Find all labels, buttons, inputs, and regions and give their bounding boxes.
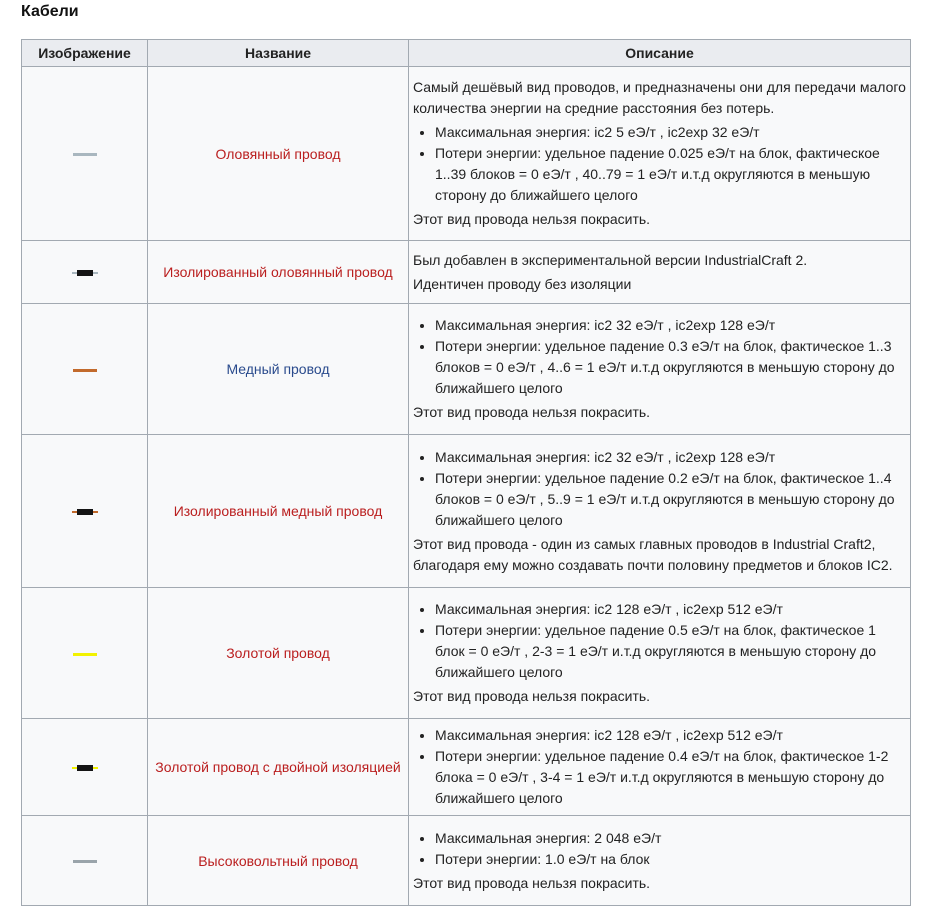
tin-wire-icon[interactable] bbox=[73, 153, 97, 156]
table-row bbox=[22, 719, 911, 816]
wire-name-link[interactable]: Медный провод bbox=[226, 361, 330, 377]
description-paragraph: Самый дешёвый вид проводов, и предназначены они для передачи малого количества энергии на средние расстояния без потерь. bbox=[413, 79, 906, 116]
property-list bbox=[413, 599, 906, 683]
description-cell bbox=[409, 304, 911, 435]
section-title: Кабели bbox=[21, 3, 79, 20]
image-cell bbox=[22, 588, 148, 719]
description-note: Этот вид провода нельзя покрасить. bbox=[413, 688, 651, 704]
property-item: • Максимальная энергия: ic2 5 еЭ/т , ic2exp 32 еЭ/т bbox=[435, 122, 906, 143]
table-header-row bbox=[22, 40, 911, 67]
copper-wire-icon[interactable] bbox=[73, 369, 97, 372]
table-row bbox=[22, 304, 911, 435]
property-item: • Потери энергии: удельное падение 0.3 еЭ/т на блок, фактическое 1..3 блоков = 0 еЭ/т , 4..6 = 1 еЭ/т и.т.д округляются в меньшую сторону до ближайшего целого bbox=[435, 336, 906, 399]
property-item: • Максимальная энергия: 2 048 еЭ/т bbox=[435, 828, 906, 849]
property-list bbox=[413, 122, 906, 206]
description-note: Этот вид провода нельзя покрасить. bbox=[413, 874, 651, 891]
header-name: Название bbox=[148, 40, 409, 67]
image-cell bbox=[22, 435, 148, 588]
property-item: • Максимальная энергия: ic2 128 еЭ/т , ic2exp 512 еЭ/т bbox=[435, 599, 906, 620]
property-list bbox=[413, 447, 906, 531]
double-insulated-gold-wire-icon[interactable] bbox=[72, 765, 98, 771]
description-paragraph: Идентичен проводу без изоляции bbox=[413, 275, 632, 292]
property-item: • Максимальная энергия: ic2 32 еЭ/т , ic2exp 128 еЭ/т bbox=[435, 315, 906, 336]
property-item: • Максимальная энергия: ic2 32 еЭ/т , ic2exp 128 еЭ/т bbox=[435, 447, 906, 468]
name-cell bbox=[148, 435, 409, 588]
image-cell bbox=[22, 241, 148, 304]
description-cell bbox=[409, 67, 911, 241]
description-cell bbox=[409, 435, 911, 588]
image-cell bbox=[22, 304, 148, 435]
table-body bbox=[22, 67, 911, 906]
property-item: • Потери энергии: удельное падение 0.4 еЭ/т на блок, фактическое 1-2 блока = 0 еЭ/т , 3-4 = 1 еЭ/т и.т.д округляются в меньшую сторону до ближайшего целого bbox=[435, 746, 906, 809]
description-cell bbox=[409, 719, 911, 816]
name-cell bbox=[148, 304, 409, 435]
cables-table bbox=[21, 39, 911, 906]
table-row bbox=[22, 67, 911, 241]
name-cell bbox=[148, 241, 409, 304]
property-list bbox=[413, 725, 906, 809]
property-item: • Потери энергии: 1.0 еЭ/т на блок bbox=[435, 849, 906, 870]
property-list bbox=[413, 828, 906, 870]
insulated-tin-wire-icon[interactable] bbox=[72, 270, 98, 276]
description-cell bbox=[409, 241, 911, 304]
name-cell bbox=[148, 816, 409, 906]
name-cell bbox=[148, 719, 409, 816]
wire-name-link[interactable]: Золотой провод с двойной изоляцией bbox=[155, 759, 401, 775]
property-item: • Потери энергии: удельное падение 0.5 еЭ/т на блок, фактическое 1 блок = 0 еЭ/т , 2-3 = 1 еЭ/т и.т.д округляются в меньшую сторону до ближайшего целого bbox=[435, 620, 906, 683]
image-cell bbox=[22, 816, 148, 906]
wire-name-link[interactable]: Высоковольтный провод bbox=[198, 852, 358, 869]
description-paragraph: Был добавлен в экспериментальной версии IndustrialCraft 2. bbox=[413, 251, 808, 268]
name-cell bbox=[148, 67, 409, 241]
description-cell bbox=[409, 816, 911, 906]
gold-wire-icon[interactable] bbox=[73, 653, 97, 656]
property-list bbox=[413, 315, 906, 399]
table-row bbox=[22, 816, 911, 906]
header-image: Изображение bbox=[22, 40, 148, 67]
insulated-copper-wire-icon[interactable] bbox=[72, 509, 98, 515]
name-cell bbox=[148, 588, 409, 719]
table-row bbox=[22, 588, 911, 719]
property-item: • Потери энергии: удельное падение 0.2 еЭ/т на блок, фактическое 1..4 блоков = 0 еЭ/т , 5..9 = 1 еЭ/т и.т.д округляются в меньшую сторону до ближайшего целого bbox=[435, 468, 906, 531]
image-cell bbox=[22, 719, 148, 816]
table-row bbox=[22, 241, 911, 304]
wire-name-link[interactable]: Изолированный медный провод bbox=[173, 503, 383, 519]
property-item: • Максимальная энергия: ic2 128 еЭ/т , ic2exp 512 еЭ/т bbox=[435, 725, 906, 746]
description-cell bbox=[409, 588, 911, 719]
description-note: Этот вид провода - один из самых главных проводов в Industrial Craft2, благодаря ему можно создавать почти половину предметов и блоков IC2. bbox=[413, 535, 893, 573]
wire-name-link[interactable]: Золотой провод bbox=[226, 645, 330, 661]
property-item: • Потери энергии: удельное падение 0.025 еЭ/т на блок, фактическое 1..39 блоков = 0 еЭ/т , 40..79 = 1 еЭ/т и.т.д округляются в меньшую сторону до ближайшего целого bbox=[435, 143, 906, 206]
high-voltage-wire-icon[interactable] bbox=[73, 860, 97, 863]
description-note: Этот вид провода нельзя покрасить. bbox=[413, 211, 651, 227]
table-row bbox=[22, 435, 911, 588]
image-cell bbox=[22, 67, 148, 241]
header-description: Описание bbox=[409, 40, 911, 67]
description-note: Этот вид провода нельзя покрасить. bbox=[413, 404, 651, 420]
wire-name-link[interactable]: Изолированный оловянный провод bbox=[163, 264, 393, 280]
wire-name-link[interactable]: Оловянный провод bbox=[215, 145, 341, 162]
